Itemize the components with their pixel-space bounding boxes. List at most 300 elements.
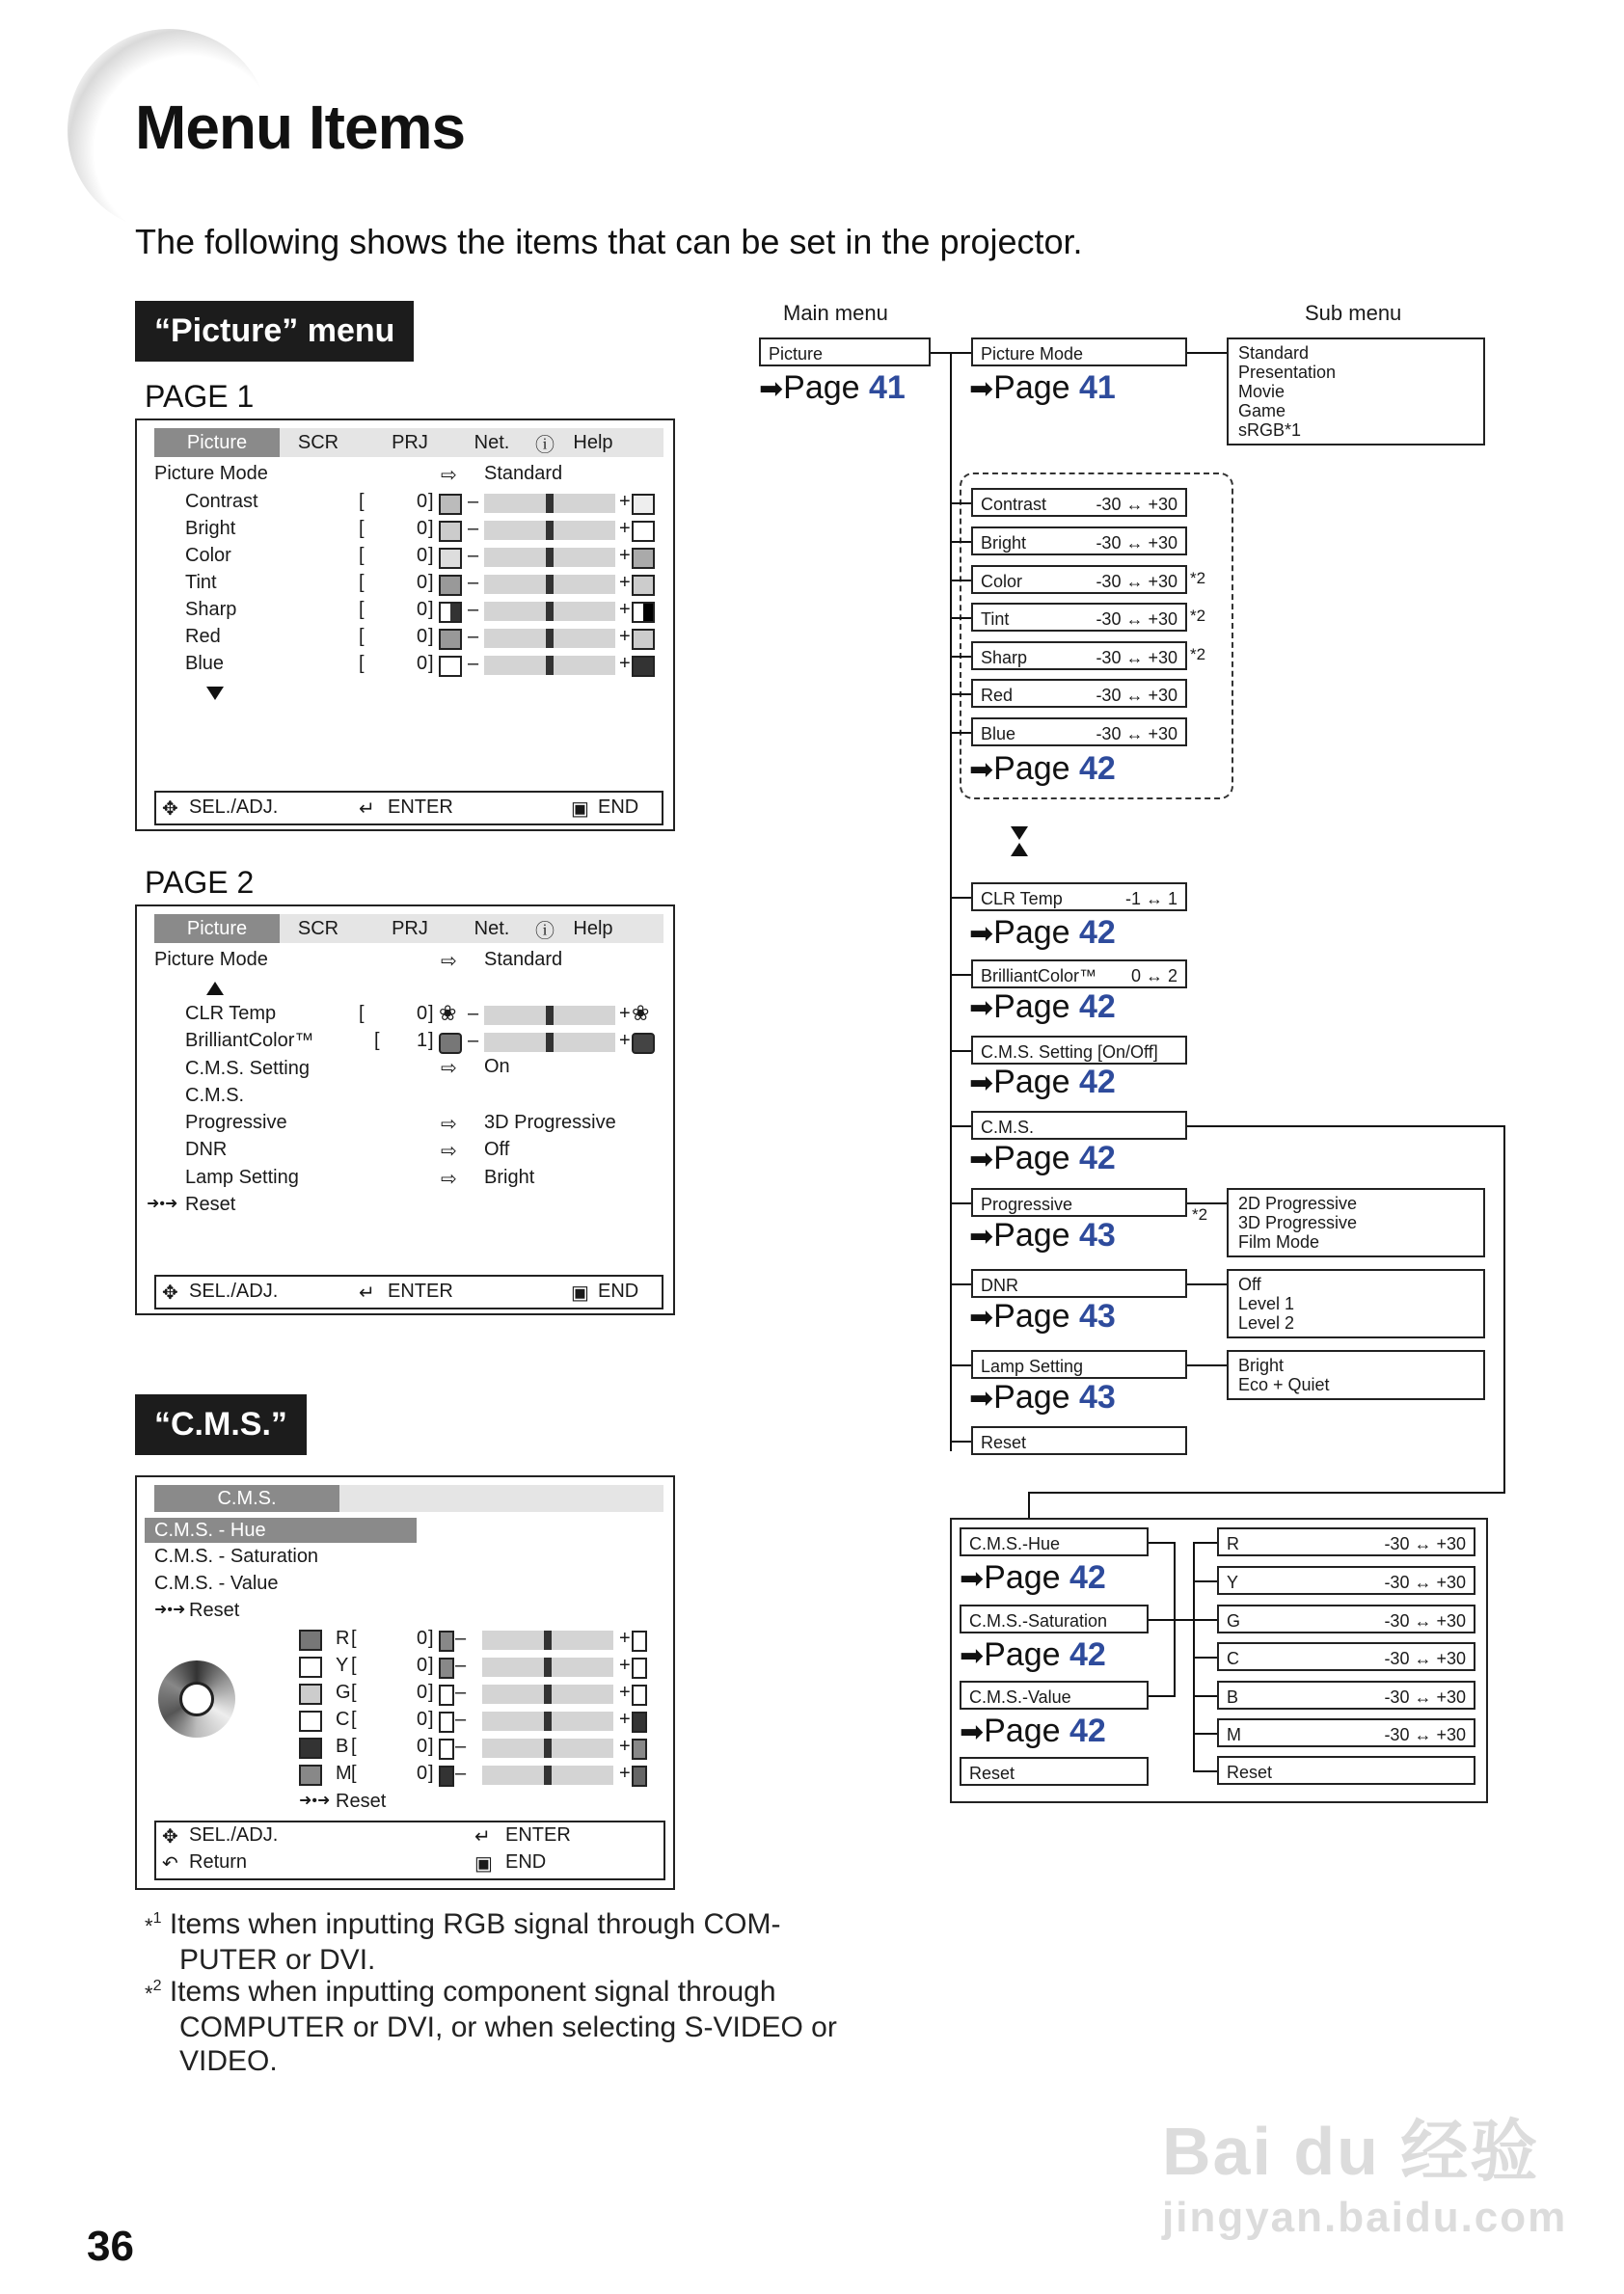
brightness-icon [632, 521, 655, 542]
item-label: Blue [981, 724, 1016, 743]
slider-knob[interactable] [546, 575, 554, 594]
adjust-slider[interactable] [484, 602, 615, 621]
arrow-right-icon: ➡ [969, 1383, 994, 1415]
slider-knob[interactable] [546, 602, 554, 621]
item-label: BrilliantColor™ [981, 966, 1097, 985]
bracket: [ [359, 653, 365, 674]
minus-sign: – [468, 626, 479, 647]
adjust-slider[interactable] [482, 1685, 613, 1704]
option: Level 2 [1238, 1313, 1295, 1333]
osd-page1 [135, 418, 675, 831]
connector-line [1174, 1619, 1193, 1621]
slider-knob[interactable] [546, 548, 554, 567]
baidu-watermark-url: jingyan.baidu.com [1162, 2194, 1568, 2241]
plus-sign: + [619, 572, 631, 593]
footer-sel: SEL./ADJ. [189, 796, 279, 818]
cms-color-g[interactable] [1217, 1605, 1475, 1633]
connector-line [950, 502, 971, 504]
connector-line [950, 732, 971, 734]
connector-line [1187, 352, 1227, 354]
reset-icon: ➜•➜ [147, 1196, 178, 1212]
cms-color-c[interactable] [1217, 1642, 1475, 1671]
tab-help[interactable]: Help [573, 917, 613, 939]
bracket: [ [351, 1736, 357, 1757]
cms-color-reset[interactable]: Reset [1217, 1756, 1475, 1785]
reset-icon: ➜•➜ [154, 1602, 186, 1618]
footer-sel: SEL./ADJ. [189, 1281, 279, 1302]
help-icon[interactable]: ⓘ [535, 434, 555, 456]
red-icon [439, 629, 462, 650]
adjust-slider[interactable] [484, 629, 615, 648]
setting-value: Off [484, 1139, 510, 1160]
blue-icon [439, 656, 462, 677]
adjust-slider[interactable] [482, 1712, 613, 1731]
connector-line [1193, 1733, 1217, 1735]
plus-sign: + [619, 1655, 631, 1676]
page-ref: ➡Page 42 [960, 1713, 1106, 1749]
color-minus-icon [439, 1658, 454, 1679]
adjust-slider[interactable] [484, 494, 615, 513]
item-label: B [1227, 1687, 1239, 1707]
plus-sign: + [619, 1709, 631, 1730]
item-label: Tint [981, 609, 1010, 629]
tree-item-contrast[interactable] [971, 488, 1187, 517]
minus-sign: – [468, 599, 479, 620]
page-number: 36 [87, 2223, 134, 2270]
connector-line [950, 1364, 971, 1366]
adjust-value: 0 [417, 1003, 428, 1024]
minus-sign: – [468, 653, 479, 674]
setting-value: Bright [484, 1167, 535, 1188]
adjust-value: 0 [417, 518, 428, 539]
bracket: [ [359, 491, 365, 512]
scroll-up-icon[interactable] [206, 982, 224, 995]
picture-mode-value[interactable]: Standard [484, 463, 563, 484]
select-arrow-icon: ⇨ [441, 465, 457, 486]
footer-end: END [598, 1281, 639, 1302]
tree-item-tint[interactable] [971, 603, 1187, 632]
arrow-right-icon: ➡ [960, 1640, 985, 1672]
main-item-picture[interactable]: Picture [759, 337, 931, 366]
baidu-watermark: Bai du 经验 [1162, 2114, 1540, 2189]
color-plus-icon [632, 1685, 647, 1706]
color-plus-icon [632, 1658, 647, 1679]
tree-item-lamp-setting[interactable]: Lamp Setting [971, 1350, 1187, 1379]
select-arrow-icon: ⇨ [441, 1141, 457, 1162]
slider-knob[interactable] [544, 1631, 552, 1650]
reset-label: Reset [185, 1194, 236, 1215]
osd-footer [154, 1275, 663, 1309]
color-value: 0 [417, 1763, 428, 1784]
page-ref: ➡Page 42 [969, 1064, 1116, 1100]
cms-item-value[interactable]: C.M.S. - Value [154, 1573, 279, 1594]
option: 3D Progressive [1238, 1213, 1358, 1232]
item-label: R [1227, 1534, 1239, 1553]
option: Film Mode [1238, 1232, 1320, 1252]
scroll-down-icon[interactable] [206, 687, 224, 700]
slider-knob[interactable] [546, 521, 554, 540]
bracket: [ [351, 1682, 357, 1703]
color-value: 0 [417, 1682, 428, 1703]
color-minus-icon [439, 1712, 454, 1733]
tab-net[interactable]: Net. [474, 431, 510, 453]
color-plus-icon [632, 1766, 647, 1787]
adjust-value: 0 [417, 599, 428, 620]
slider-knob[interactable] [544, 1685, 552, 1704]
minus-sign: – [468, 518, 479, 539]
tree-item-reset[interactable]: Reset [971, 1426, 1187, 1455]
minus-sign: – [468, 545, 479, 566]
slider-knob[interactable] [544, 1658, 552, 1677]
minus-sign: – [468, 572, 479, 593]
item-range: -30 ↔ +30 [1384, 1534, 1466, 1553]
item-range: -30 ↔ +30 [1384, 1725, 1466, 1744]
red-icon [632, 629, 655, 650]
tree-item-color[interactable] [971, 565, 1187, 594]
return-icon: ↶ [162, 1853, 178, 1875]
cms-reset-item[interactable]: Reset [960, 1757, 1149, 1786]
plus-sign: + [619, 1682, 631, 1703]
tree-item-progressive[interactable]: Progressive [971, 1188, 1187, 1217]
progressive-options [1227, 1188, 1485, 1257]
note-mark: *2 [1192, 1205, 1208, 1224]
footnote-2: *$^2$ Items when inputting component signal through COMPUTER or DVI, or when selecting S-VIDEO or VIDEO. [145, 1976, 837, 2077]
select-arrow-icon: ⇨ [441, 1058, 457, 1079]
page-ref: ➡Page 42 [969, 1140, 1116, 1176]
adjust-value: 0 [417, 653, 428, 674]
note-mark: *2 [1190, 569, 1206, 587]
connector-line [1149, 1542, 1176, 1544]
color-label: M [336, 1763, 352, 1784]
plus-sign: + [619, 491, 631, 512]
option: Bright [1238, 1356, 1285, 1375]
adjust-slider[interactable] [482, 1658, 613, 1677]
end-icon: ▣ [571, 1282, 589, 1304]
tab-picture[interactable]: Picture [154, 914, 280, 943]
picture-mode-label: Picture Mode [154, 463, 268, 484]
connector-line [1193, 1657, 1217, 1659]
bracket: [ [351, 1655, 357, 1676]
tab-help[interactable]: Help [573, 431, 613, 453]
osd-footer [154, 791, 663, 825]
adjust-slider[interactable] [482, 1631, 613, 1650]
adjust-slider[interactable] [484, 548, 615, 567]
item-range: -30 ↔ +30 [1384, 1611, 1466, 1631]
footer-return: Return [189, 1851, 248, 1873]
bracket: ] [428, 653, 434, 674]
enter-icon: ↵ [359, 798, 375, 820]
color-icon [439, 548, 462, 569]
osd-page2 [135, 904, 675, 1315]
cms-color-y[interactable] [1217, 1566, 1475, 1595]
clr-temp-icon: ❀ [632, 1001, 650, 1025]
tree-item-clr-temp[interactable] [971, 882, 1187, 911]
sel-adj-icon: ✥ [162, 1282, 178, 1304]
page-down-icon [1011, 826, 1028, 840]
minus-sign: – [455, 1763, 467, 1784]
cms-footer [154, 1821, 665, 1880]
brilliantcolor-icon [632, 1033, 655, 1054]
cms-color-b[interactable] [1217, 1681, 1475, 1710]
tab-scr[interactable]: SCR [297, 917, 339, 939]
picture-menu-label: “Picture” menu [135, 301, 414, 362]
item-range: -30 ↔ +30 [1384, 1573, 1466, 1592]
cms-value[interactable]: C.M.S.-Value [960, 1681, 1149, 1710]
connector-line [950, 693, 971, 695]
adjust-slider[interactable] [482, 1766, 613, 1785]
plus-sign: + [619, 626, 631, 647]
slider-knob[interactable] [544, 1712, 552, 1731]
tab-cms[interactable]: C.M.S. [154, 1485, 339, 1512]
footnote-text: Items when inputting RGB signal through COM- [169, 1908, 781, 1940]
color-label: B [336, 1736, 349, 1757]
connector-line [1193, 1770, 1217, 1772]
adjust-value: 0 [417, 491, 428, 512]
minus-sign: – [468, 491, 479, 512]
arrow-right-icon: ➡ [960, 1563, 985, 1595]
color-minus-icon [439, 1766, 454, 1787]
tab-scr[interactable]: SCR [297, 431, 339, 453]
tab-picture[interactable]: Picture [154, 428, 280, 457]
brilliantcolor-icon [439, 1033, 462, 1054]
connector-line [1193, 1580, 1217, 1582]
option: Level 1 [1238, 1294, 1295, 1313]
connector-line [950, 617, 971, 619]
item-label: Color [981, 572, 1023, 591]
arrow-right-icon: ➡ [969, 1144, 994, 1175]
sub-menu-header: Sub menu [1305, 301, 1402, 325]
plus-sign: + [619, 1030, 631, 1051]
cms-connector [1028, 1492, 1505, 1494]
color-icon [632, 548, 655, 569]
minus-sign: – [468, 1003, 479, 1024]
item-label: Sharp [981, 648, 1028, 667]
adjust-slider[interactable] [484, 521, 615, 540]
bracket: ] [428, 1030, 434, 1051]
setting-label: Progressive [185, 1112, 287, 1133]
slider-knob[interactable] [546, 1033, 554, 1052]
tab-net[interactable]: Net. [474, 917, 510, 939]
connector-line [1187, 1283, 1227, 1285]
color-minus-icon [439, 1631, 454, 1652]
minus-sign: – [468, 1030, 479, 1051]
connector-line [1149, 1695, 1176, 1697]
setting-value: On [484, 1056, 510, 1077]
cms-color-m[interactable] [1217, 1718, 1475, 1747]
footer-enter: ENTER [505, 1824, 571, 1846]
cms-item-saturation[interactable]: C.M.S. - Saturation [154, 1546, 319, 1567]
slider-knob[interactable] [544, 1739, 552, 1758]
color-swatch-icon [299, 1684, 322, 1705]
picture-mode-value[interactable]: Standard [484, 949, 563, 970]
footnote-mark: 2 [152, 1978, 162, 1994]
page-title: Menu Items [135, 93, 466, 162]
sharpness-icon [439, 602, 462, 623]
option: Movie [1238, 382, 1286, 401]
tree-item-dnr[interactable]: DNR [971, 1269, 1187, 1298]
cms-item-hue[interactable]: C.M.S. - Hue [145, 1518, 417, 1543]
adjust-label: BrilliantColor™ [185, 1030, 314, 1051]
adjust-slider[interactable] [482, 1739, 613, 1758]
cms-saturation[interactable]: C.M.S.-Saturation [960, 1605, 1149, 1633]
plus-sign: + [619, 545, 631, 566]
adjust-label: Red [185, 626, 221, 647]
dnr-options [1227, 1269, 1485, 1338]
arrow-right-icon: ➡ [969, 918, 994, 950]
tree-item-cms-setting[interactable]: C.M.S. Setting [On/Off] [971, 1036, 1187, 1065]
osd-tabs [154, 914, 663, 943]
color-minus-icon [439, 1685, 454, 1706]
minus-sign: – [455, 1736, 467, 1757]
adjust-value: 1 [417, 1030, 428, 1051]
tree-item-brilliantcolor[interactable] [971, 959, 1187, 988]
arrow-right-icon: ➡ [960, 1716, 985, 1748]
minus-sign: – [455, 1682, 467, 1703]
bracket: ] [428, 518, 434, 539]
connector-line [1187, 1364, 1227, 1366]
connector-line [950, 1283, 971, 1285]
cms-color-r[interactable] [1217, 1527, 1475, 1556]
cms-hue[interactable]: C.M.S.-Hue [960, 1527, 1149, 1556]
bracket: ] [428, 1763, 434, 1784]
color-plus-icon [632, 1631, 647, 1652]
main-menu-header: Main menu [783, 301, 888, 325]
plus-sign: + [619, 1003, 631, 1024]
color-value: 0 [417, 1736, 428, 1757]
osd-cms [135, 1475, 675, 1890]
slider-knob[interactable] [546, 494, 554, 513]
page-ref: ➡Page 42 [969, 914, 1116, 951]
item-range: -30 ↔ +30 [1096, 495, 1177, 514]
color-plus-icon [632, 1712, 647, 1733]
bracket: [ [351, 1763, 357, 1784]
page-ref: ➡Page 42 [969, 988, 1116, 1025]
tree-picture-mode[interactable]: Picture Mode [971, 337, 1187, 366]
bracket: ] [428, 1628, 434, 1649]
arrow-right-icon: ➡ [969, 1302, 994, 1334]
slider-knob[interactable] [546, 629, 554, 648]
bracket: [ [359, 626, 365, 647]
setting-label: C.M.S. [185, 1085, 245, 1106]
cms-reset[interactable]: Reset [189, 1600, 240, 1621]
adjust-label: Bright [185, 518, 236, 539]
tree-item-cms[interactable]: C.M.S. [971, 1111, 1187, 1140]
adjust-slider[interactable] [484, 575, 615, 594]
bracket: ] [428, 572, 434, 593]
tree-item-blue[interactable] [971, 717, 1187, 746]
arrow-right-icon: ➡ [969, 754, 994, 786]
plus-sign: + [619, 518, 631, 539]
item-label: Bright [981, 533, 1027, 553]
adjust-value: 0 [417, 572, 428, 593]
adjust-slider[interactable] [484, 1006, 615, 1025]
enter-icon: ↵ [359, 1282, 375, 1304]
item-label: CLR Temp [981, 889, 1063, 908]
blue-icon [632, 656, 655, 677]
page2-label: PAGE 2 [145, 865, 255, 900]
bracket: ] [428, 599, 434, 620]
color-value: 0 [417, 1628, 428, 1649]
sel-adj-icon: ✥ [162, 798, 178, 820]
connector-line [950, 541, 971, 543]
option: sRGB*1 [1238, 420, 1302, 440]
connector-line [1149, 1619, 1176, 1621]
color-value: 0 [417, 1709, 428, 1730]
footer-sel: SEL./ADJ. [189, 1824, 279, 1846]
setting-label: DNR [185, 1139, 228, 1160]
adjust-slider[interactable] [484, 1033, 615, 1052]
footnote-text: Items when inputting component signal through [169, 1976, 776, 2008]
slider-knob[interactable] [546, 656, 554, 675]
setting-value: 3D Progressive [484, 1112, 616, 1133]
tab-prj[interactable]: PRJ [392, 431, 428, 453]
plus-sign: + [619, 1736, 631, 1757]
item-range: -30 ↔ +30 [1096, 572, 1177, 591]
connector-line [1187, 1202, 1227, 1204]
page-ref: ➡Page 43 [969, 1379, 1116, 1416]
arrow-right-icon: ➡ [759, 373, 784, 405]
reset-icon: ➜•➜ [299, 1793, 331, 1809]
tint-icon [439, 575, 462, 596]
footer-end: END [598, 796, 639, 818]
osd-tabs [154, 428, 663, 457]
footer-enter: ENTER [388, 1281, 453, 1302]
slider-knob[interactable] [544, 1766, 552, 1785]
footnote-text: VIDEO. [179, 2045, 278, 2077]
tree-item-bright[interactable] [971, 526, 1187, 555]
page-ref: ➡Page 41 [759, 369, 906, 406]
item-label: Red [981, 686, 1014, 705]
adjust-value: 0 [417, 626, 428, 647]
color-swatch-icon [299, 1765, 322, 1786]
bracket: ] [428, 1736, 434, 1757]
tint-icon [632, 575, 655, 596]
item-range: -30 ↔ +30 [1096, 609, 1177, 629]
enter-icon: ↵ [474, 1826, 491, 1848]
connector-line [1193, 1542, 1217, 1544]
adjust-slider[interactable] [484, 656, 615, 675]
minus-sign: – [455, 1709, 467, 1730]
footnote-mark: 1 [152, 1910, 162, 1927]
color-plus-icon [632, 1739, 647, 1760]
bracket: [ [359, 1003, 365, 1024]
select-arrow-icon: ⇨ [441, 951, 457, 972]
connector-line [950, 1202, 971, 1204]
cms-color-reset[interactable]: Reset [336, 1791, 387, 1812]
tree-item-sharp[interactable] [971, 641, 1187, 670]
page-ref: ➡Page 42 [960, 1636, 1106, 1673]
bracket: ] [428, 626, 434, 647]
slider-knob[interactable] [546, 1006, 554, 1025]
bracket: ] [428, 1655, 434, 1676]
item-label: G [1227, 1611, 1241, 1631]
connector-line [950, 656, 971, 658]
option: Off [1238, 1275, 1261, 1294]
bracket: [ [359, 518, 365, 539]
tab-prj[interactable]: PRJ [392, 917, 428, 939]
tree-item-red[interactable] [971, 679, 1187, 708]
footnote-1: *$^1$ Items when inputting RGB signal through COM- PUTER or DVI. [145, 1908, 781, 1976]
help-icon[interactable]: ⓘ [535, 920, 555, 942]
adjust-label: CLR Temp [185, 1003, 277, 1024]
footnote-text: PUTER or DVI. [179, 1944, 376, 1976]
page1-label: PAGE 1 [145, 379, 255, 414]
color-swatch-icon [299, 1657, 322, 1678]
bracket: [ [359, 545, 365, 566]
bracket: ] [428, 491, 434, 512]
color-label: R [336, 1628, 350, 1649]
page-ref: ➡Page 43 [969, 1217, 1116, 1254]
